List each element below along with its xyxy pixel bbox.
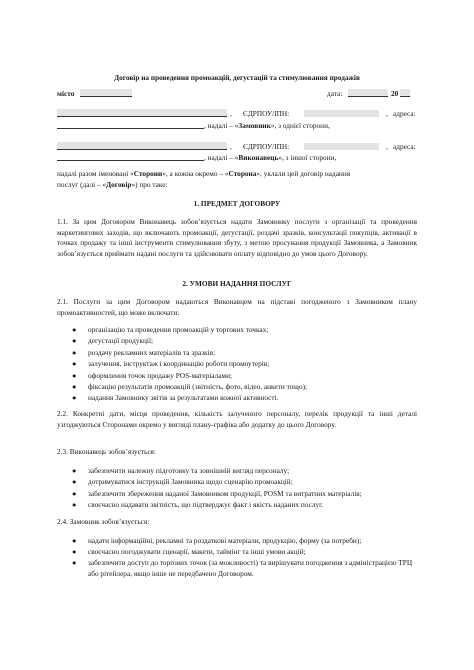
year-field[interactable]: [400, 89, 410, 98]
joint-text: », уклали цей договір надання: [256, 169, 351, 178]
clause-2-2: 2.2. Конкретні дати, місця проведення, кількість залученого персоналу, перелік продукції та інші деталі узгоджуються Сторонами окремо у вигляді плану-графіка або додатку до цього Договору.: [57, 409, 417, 429]
executor-role-line: [204, 153, 336, 162]
customer-tail: », з однієї сторони,: [270, 121, 330, 130]
customer-edrpou-label: ЄДРПОУ/ІПН:: [243, 109, 290, 118]
joint-text: надалі разом іменовані «: [57, 169, 134, 178]
list-item: ● залучення, інструктаж і координацію роботи промоутерів;: [72, 359, 270, 369]
list-item: ● надання Замовнику звітів за результатами кожної активності.: [72, 393, 279, 403]
list-item: ● роздачу рекламних матеріалів та зразків;: [72, 347, 216, 357]
joint-text: послуг (далі – «: [57, 179, 107, 189]
list-item: ● оформлення точок продажу POS-матеріалами;: [72, 370, 233, 380]
date-field[interactable]: [348, 89, 388, 98]
list-item: ● дотримуватися інструкцій Замовника щодо сценарію промоакцій;: [72, 477, 293, 487]
list-item: ● забезпечити належну підготовку та зовнішній вигляд персоналу;: [72, 466, 290, 475]
comma: ,: [386, 109, 388, 118]
customer-address-field[interactable]: [57, 121, 204, 130]
parties-term: Сторони: [133, 169, 163, 178]
list-item: ● забезпечити доступ до торгових точок (за можливості) та вирішувати погодження з адміністрацією ТРЦ або рітейлера, якщо інше не передбачено Договором.: [72, 558, 413, 578]
contract-term: Договір: [106, 179, 132, 189]
section-1-heading: 1. ПРЕДМЕТ ДОГОВОРУ: [193, 199, 281, 208]
customer-address-label: адреса:: [393, 109, 416, 118]
customer-role: Замовник: [238, 121, 271, 130]
party-term: Сторона: [228, 169, 257, 178]
services-list: [72, 324, 417, 404]
comma: ,: [230, 142, 232, 151]
document-title: Договір на проведення промоакцій, дегустацій та стимулювання продажів: [114, 73, 360, 82]
comma: ,: [386, 142, 388, 151]
executor-name-field[interactable]: [57, 142, 227, 151]
hereinafter-text: , надалі – «: [204, 153, 239, 162]
executor-address-field[interactable]: [57, 153, 204, 162]
joint-naming-paragraph: [57, 169, 417, 190]
list-item: ● своєчасно надавати звітність, що підтверджує факт і якість наданих послуг.: [72, 500, 324, 510]
hereinafter-text: , надалі – «: [204, 121, 239, 130]
list-item: ● організацію та проведення промоакцій у торгових точках;: [72, 325, 269, 334]
city-field[interactable]: [80, 89, 132, 98]
list-item: ● фіксацію результатів промоакцій (звітність, фото, відео, анкети тощо);: [72, 382, 308, 392]
joint-text: ») про таке:: [131, 179, 168, 189]
executor-role: Виконавець: [238, 153, 279, 162]
city-label: місто: [57, 89, 75, 98]
customer-name-field[interactable]: [57, 109, 227, 118]
list-item: ● надати інформаційні, рекламні та роздаткові матеріали, продукцію, форму (за потреби);: [72, 536, 362, 545]
date-label: дата:: [327, 89, 343, 98]
list-item: ● забезпечити збереження наданої Замовником продукції, POSM та витратних матеріалів;: [72, 488, 362, 498]
list-item: ● своєчасно погоджувати сценарії, макети, таймінг та інші умови акцій;: [72, 547, 306, 556]
executor-address-label: адреса:: [393, 142, 416, 151]
clause-1-1: 1.1. За цим Договором Виконавець зобов’язується надати Замовнику послуги з організації та проведення маркетингових заходів, що включають промоакції, дегустації, роздачі зразків, консультації покупців, активації в точках продажу та інші інструменти стимулювання збуту, з метою просування продукції Замовника, а Замовник зобов’язується приймати надані послуги та здійснювати оплату відповідно до умов цього Договору.: [57, 217, 417, 258]
executor-tail: », з іншої сторони,: [278, 153, 337, 162]
customer-edrpou-field[interactable]: [304, 109, 379, 118]
clause-2-3: 2.3. Виконавець зобов’язується:: [57, 447, 156, 456]
customer-role-line: [204, 121, 330, 130]
comma: ,: [230, 109, 232, 118]
clause-2-4: 2.4. Замовник зобов’язується:: [57, 517, 150, 526]
list-item: ● дегустації продукції;: [72, 336, 154, 346]
clause-2-1: 2.1. Послуги за цим Договором надаються Виконавцем на підставі погодженого з Замовником плану промоактивностей, що може включати:: [57, 297, 417, 317]
executor-edrpou-label: ЄДРПОУ/ІПН:: [243, 142, 290, 151]
year-prefix: 20: [391, 89, 399, 98]
executor-obligations-list: [72, 465, 417, 511]
joint-text: », а кожна окремо – «: [162, 169, 229, 178]
customer-obligations-list: [72, 535, 417, 579]
section-2-heading: 2. УМОВИ НАДАННЯ ПОСЛУГ: [182, 279, 292, 288]
executor-edrpou-field[interactable]: [304, 142, 379, 151]
